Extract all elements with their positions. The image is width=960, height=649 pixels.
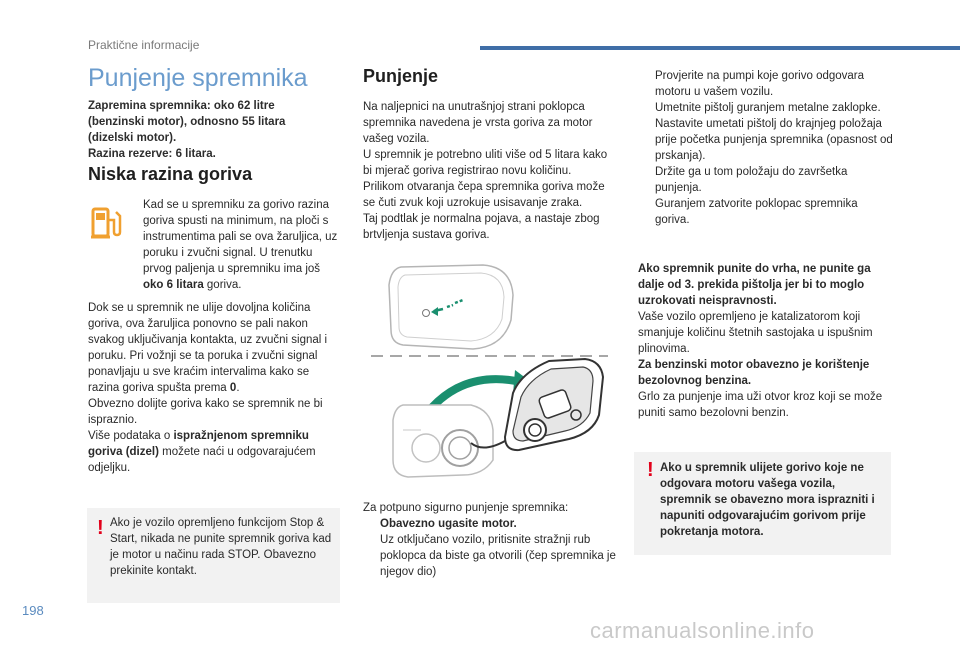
list-item: Guranjem zatvorite poklopac spremnika goriva. (655, 198, 858, 226)
capacity-line: Zapremina spremnika: oko 62 litre (88, 100, 275, 112)
list-item: Uz otključano vozilo, pritisnite stražnji rub poklopca da biste ga otvorili (čep spremnika je njegov dio) (380, 534, 616, 578)
page-title: Punjenje spremnika (88, 64, 308, 92)
intro-paragraph: Na naljepnici na unutrašnjoj strani poklopca spremnika navedena je vrsta goriva za motor vašeg vozila. (363, 101, 593, 145)
warning-icon: ! (97, 517, 104, 539)
list-item: Obavezno ugasite motor. (380, 518, 517, 530)
section-header: Praktične informacije (88, 38, 200, 52)
safe-refuel-title: Za potpuno sigurno punjenje spremnika: (363, 502, 569, 514)
capacity-line: (benzinski motor), odnosno 55 litara (88, 116, 286, 128)
watermark: carmanualsonline.info (590, 618, 815, 643)
refuel-steps-list (638, 68, 893, 228)
intro-paragraph: Prilikom otvaranja čepa spremnika goriva može se čuti zvuk koji uzrokuje usisavanje zraka. (363, 181, 605, 209)
low-fuel-paragraph: Više podataka o ispražnjenom spremniku goriva (dizel) možete naći u odgovarajućem odjeljku. (88, 430, 316, 474)
wrong-fuel-warning-text: Ako u spremnik ulijete gorivo koje ne odgovara motoru vašega vozila, spremnik se obavezno mora isprazniti i napuniti odgovarajućim gorivom prije pokretanja motora. (660, 462, 875, 538)
page-number: 198 (22, 603, 44, 618)
low-fuel-body (88, 300, 343, 476)
list-item: Provjerite na pumpi koje gorivo odgovara motoru u vašem vozilu. (655, 70, 865, 98)
capacity-info (88, 98, 338, 162)
list-item: Nastavite umetati pištolj do krajnjeg položaja prije početka punjenja spremnika (opasnost od prskanja). (655, 118, 893, 162)
note-text: Grlo za punjenje ima uži otvor kroz koji se može puniti samo bezolovni benzin. (638, 391, 883, 419)
reserve-amount: oko 6 litara (143, 279, 204, 291)
refuel-steps (638, 68, 893, 228)
header-rule (480, 46, 960, 50)
list-item: Umetnite pištolj guranjem metalne zaklopke. (655, 102, 881, 114)
fuel-pump-icon (90, 206, 122, 240)
refuel-intro (363, 99, 613, 243)
intro-paragraph: U spremnik je potrebno uliti više od 5 litara kako bi mjerač goriva registrirao novu količinu. (363, 149, 608, 177)
low-fuel-description: Kad se u spremniku za gorivo razina goriva spusti na minimum, na ploči s instrumentima pali se ova žaruljica, uz poruku i zvučni signal. U trenutku prvog paljenja u spremniku ima još oko 6 litara goriva. (143, 199, 338, 291)
safe-refuel-list (363, 516, 618, 580)
fuel-flap-illustration (363, 255, 613, 490)
fuel-notes (638, 261, 893, 421)
note-text: Vaše vozilo opremljeno je katalizatorom koji smanjuje količinu štetnih sastojaka u ispušnim plinovima. (638, 311, 873, 355)
reserve-line: Razina rezerve: 6 litara. (88, 148, 216, 160)
stop-start-warning-text: Ako je vozilo opremljeno funkcijom Stop & Start, nikada ne punite spremnik goriva kad je motor u načinu rada STOP. Obavezno prekinite kontakt. (110, 517, 332, 577)
low-fuel-title: Niska razina goriva (88, 164, 253, 184)
warning-icon: ! (647, 459, 654, 481)
low-fuel-paragraph: Dok se u spremnik ne ulije dovoljna količina goriva, ova žaruljica ponovno se pali nakon svakog uključivanja kontakta, uz zvučni signal i poruku. Pri vožnji se ta poruka i zvučni signal ponavljaju u sve kraćim intervalima kako se razina goriva spušta prema 0. (88, 302, 328, 394)
capacity-line: (dizelski motor). (88, 132, 177, 144)
refuel-title: Punjenje (363, 66, 439, 86)
low-fuel-paragraph: Obvezno dolijte goriva kako se spremnik ne bi ispraznio. (88, 398, 323, 426)
safe-refuel-section (363, 500, 618, 580)
note-bold: Ako spremnik punite do vrha, ne punite ga dalje od 3. prekida pištolja jer bi to moglo uzrokovati neispravnosti. (638, 263, 871, 307)
list-item: Držite ga u tom položaju do završetka punjenja. (655, 166, 848, 194)
note-bold: Za benzinski motor obavezno je korištenje bezolovnog benzina. (638, 359, 870, 387)
intro-paragraph: Taj podtlak je normalna pojava, a nastaje zbog brtvljenja sustava goriva. (363, 213, 600, 241)
